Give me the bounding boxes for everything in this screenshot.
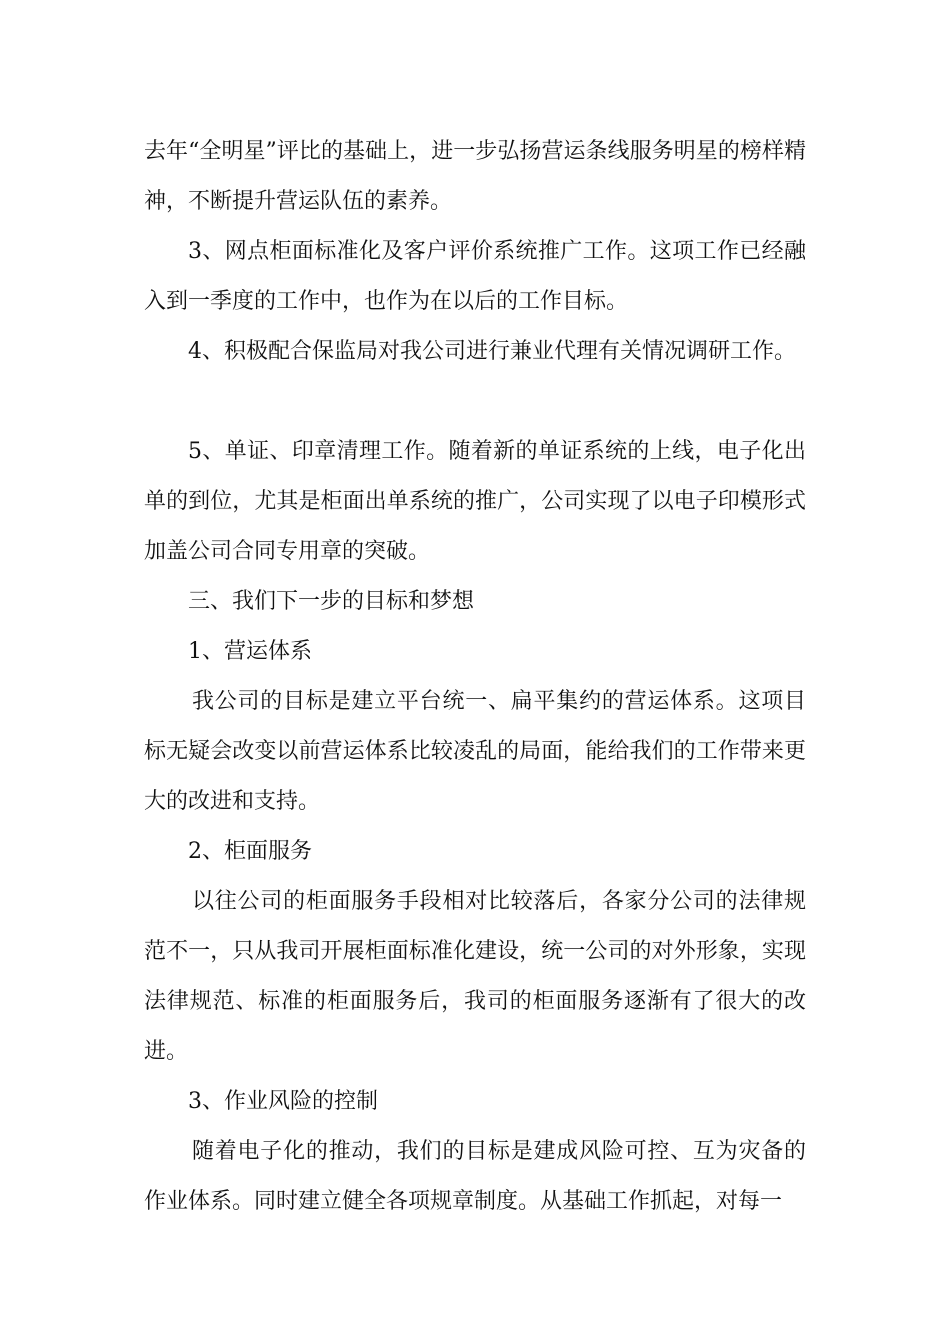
subheading-risk-control: 3、作业风险的控制: [188, 1089, 378, 1114]
document-body: [144, 127, 806, 1227]
section-heading-3: 三、我们下一步的目标和梦想: [188, 589, 475, 614]
subheading-counter-service: 2、柜面服务: [188, 839, 312, 864]
paragraph-continuation: 去年“全明星”评比的基础上，进一步弘扬营运条线服务明星的榜样精神，不断提升营运队伍的素养。: [144, 139, 806, 214]
paragraph-operations-system: 我公司的目标是建立平台统一、扁平集约的营运体系。这项目标无疑会改变以前营运体系比较凌乱的局面，能给我们的工作带来更大的改进和支持。: [144, 689, 806, 814]
subheading-operations-system: 1、营运体系: [188, 639, 312, 664]
paragraph-item-5: 5、单证、印章清理工作。随着新的单证系统的上线，电子化出单的到位，尤其是柜面出单系统的推广，公司实现了以电子印模形式加盖公司合同专用章的突破。: [144, 439, 806, 564]
paragraph-item-3: 3、网点柜面标准化及客户评价系统推广工作。这项工作已经融入到一季度的工作中，也作为在以后的工作目标。: [144, 239, 806, 314]
paragraph-counter-service: 以往公司的柜面服务手段相对比较落后，各家分公司的法律规范不一，只从我司开展柜面标准化建设，统一公司的对外形象，实现法律规范、标准的柜面服务后，我司的柜面服务逐渐有了很大的改进。: [144, 889, 806, 1064]
paragraph-risk-control: 随着电子化的推动，我们的目标是建成风险可控、互为灾备的作业体系。同时建立健全各项规章制度。从基础工作抓起，对每一: [144, 1139, 806, 1214]
paragraph-item-4: 4、积极配合保监局对我公司进行兼业代理有关情况调研工作。: [188, 339, 796, 364]
blank-line: [144, 377, 806, 427]
